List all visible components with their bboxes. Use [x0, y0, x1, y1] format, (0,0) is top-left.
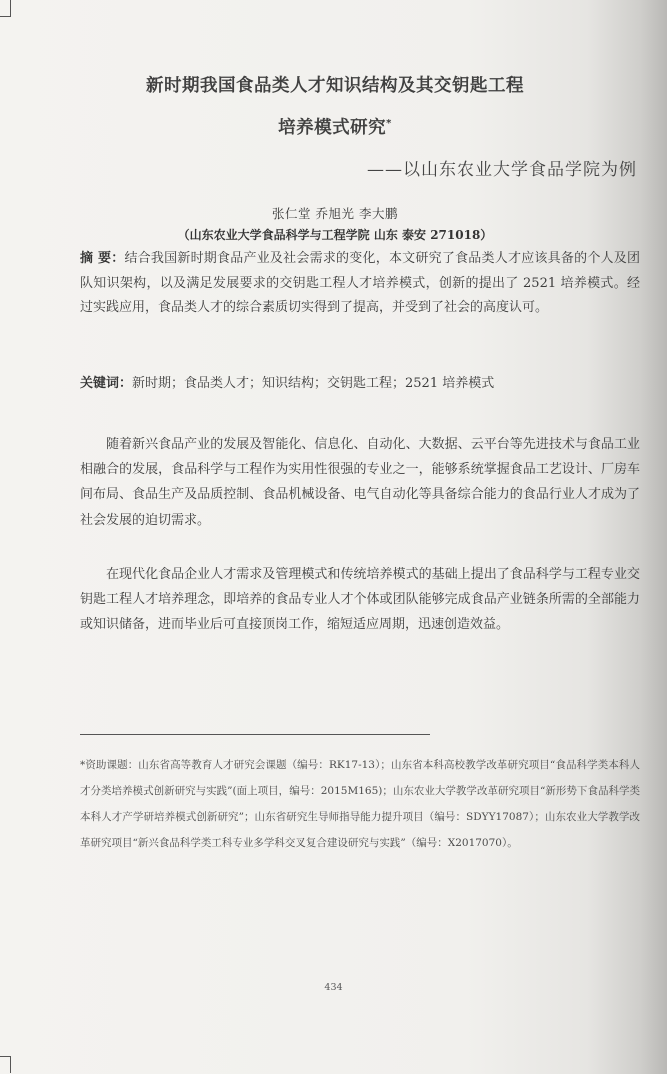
page-number: 434: [324, 982, 343, 993]
crop-mark-bottom: [0, 1056, 11, 1073]
body-paragraph-1: 随着新兴食品产业的发展及智能化、信息化、自动化、大数据、云平台等先进技术与食品工业相融合的发展，食品科学与工程作为实用性很强的专业之一，能够系统掌握食品工艺设计、厂房车间布局、食品生产及品质控制、食品机械设备、电气自动化等具备综合能力的食品行业人才成为了社会发展的迫切需求。: [80, 437, 640, 528]
keywords: [80, 372, 640, 396]
funding-footnote: *资助课题：山东省高等教育人才研究会课题（编号：RK17-13）；山东省本科高校教学改革研究项目“食品科学类本科人才分类培养模式创新研究与实践”(面上项目，编号：2015M165)；山东农业大学教学改革研究项目“新形势下食品科学类本科人才产学研培养模式创新研究”；山东省研究生导师指导能力提升项目（编号：SDYY17087）；山东农业大学教学改革研究项目“新兴食品科学类工科专业多学科交叉复合建设研究与实践”（编号：X2017070）。: [80, 759, 640, 849]
abstract-text: 结合我国新时期食品产业及社会需求的变化，本文研究了食品类人才应该具备的个人及团队知识架构，以及满足发展要求的交钥匙工程人才培养模式，创新的提出了 2521 培养模式。经过实践应用，食品类人才的综合素质切实得到了提高，并受到了社会的高度认可。: [80, 251, 640, 315]
paper-title-line-2-text: 培养模式研究: [278, 118, 387, 138]
abstract: [80, 247, 640, 321]
abstract-label: 摘 要：: [80, 251, 125, 266]
authors: 张仁堂 乔旭光 李大鹏: [272, 206, 398, 221]
body-paragraph-2: 在现代化食品企业人才需求及管理模式和传统培养模式的基础上提出了食品科学与工程专业交钥匙工程人才培养理念，即培养的食品专业人才个体或团队能够完成食品产业链条所需的全部能力或知识储备，进而毕业后可直接顶岗工作，缩短适应周期，迅速创造效益。: [80, 567, 640, 633]
paper-subtitle: ——以山东农业大学食品学院为例: [367, 160, 637, 180]
title-footnote-mark: *: [386, 118, 392, 130]
keywords-text: 新时期；食品类人才；知识结构；交钥匙工程；2521 培养模式: [132, 376, 495, 391]
keywords-label: 关键词：: [80, 376, 133, 391]
affiliation: （山东农业大学食品科学与工程学院 山东 泰安 271018）: [177, 228, 493, 242]
footnote-divider: [80, 734, 430, 735]
paper-title-line-1: 新时期我国食品类人才知识结构及其交钥匙工程: [146, 76, 524, 96]
paper-title-line-2: [90, 114, 580, 139]
crop-mark-top: [0, 0, 11, 17]
